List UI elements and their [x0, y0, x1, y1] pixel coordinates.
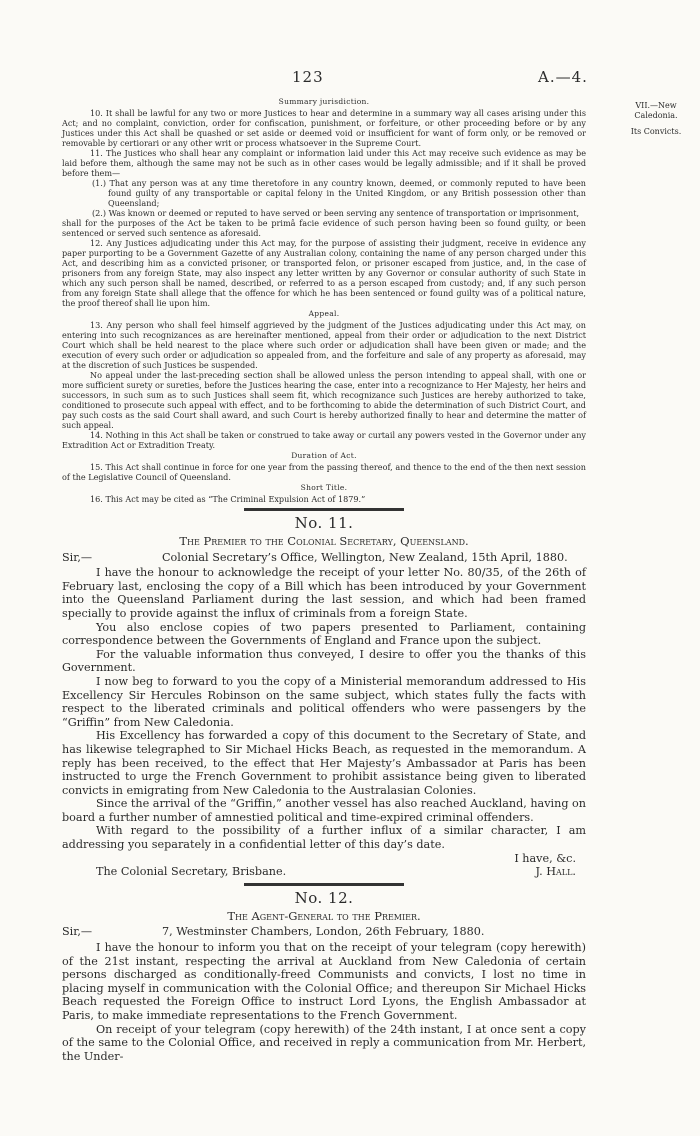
addressee: The Colonial Secretary, Brisbane.: [96, 865, 287, 879]
margin-note-line: VII.—New: [635, 101, 677, 110]
act-section: 12. Any Justices adjudicating under this Act may, for the purpose of assisting their judgment, receive in evidence any paper purporting to be a Government Gazette of any Australian colony, containing the name of any person charged under this Act, and describing him as a convicted prisoner, or transported felon, or prisoner escaped from justice, and, in the case of prisoners from any foreign State, may also inspect any letter written by any Governor or consular authority of such State in which any such person shall be named, described, or referred to as a person escaped from custody; and, if any such person from any foreign State shall allege that the offence for which he has been sentenced or found guilty was of a political nature, the proof thereof shall lie upon him.: [62, 238, 586, 308]
letter-address-line: [62, 925, 586, 939]
act-section: 10. It shall be lawful for any two or more Justices to hear and determine in a summary way all cases arising under this Act; and no complaint, conviction, order for confiscation, punishment, or forfeiture, or other proceeding before or by any Justices under this Act shall be quashed or set aside or deemed void or insufficient for want of form only, or be removed or removable by certiorari or any other writ or process whatsoever in the Supreme Court.: [62, 108, 586, 148]
letter-origin: Colonial Secretary’s Office, Wellington, New Zealand, 15th April, 1880.: [162, 550, 568, 564]
complimentary-close: I have, &c.: [514, 851, 576, 865]
section-heading: Short Title.: [300, 483, 348, 492]
divider-rule: [244, 508, 404, 511]
page-number: 123: [292, 68, 324, 86]
letter-paragraph: With regard to the possibility of a further influx of a similar character, I am addressing you separately in a confidential letter of this day’s date.: [62, 824, 586, 852]
series-number: A.—4.: [538, 68, 588, 86]
letter-paragraph: On receipt of your telegram (copy herewith) of the 24th instant, I at once sent a copy of the same to the Colonial Office, and received in reply a communication from Mr. Herbert, the Under-: [62, 1022, 586, 1063]
letter-paragraph: Since the arrival of the “Griffin,” another vessel has also reached Auckland, having on board a further number of amnestied political and time-expired criminal offenders.: [62, 797, 586, 824]
letter-number: No. 12.: [294, 888, 354, 907]
page-content: [62, 96, 586, 1063]
letter-title: The Agent-General to the Premier.: [227, 908, 421, 923]
letter-number: No. 11.: [294, 514, 354, 532]
letter-title: The Premier to the Colonial Secretary, Queensland.: [179, 534, 469, 548]
letter-paragraph: For the valuable information thus conveyed, I desire to offer you the thanks of this Government.: [62, 647, 586, 675]
letter-sign-line: [62, 865, 586, 879]
section-heading: Appeal.: [308, 309, 340, 318]
divider-rule: [244, 883, 404, 886]
act-section: No appeal under the last-preceding section shall be allowed unless the person intending to appeal shall, with one or more sufficient surety or sureties, before the Justices hearing the case, enter into a recognizance to Her Majesty, her heirs and successors, in such sum as to such Justices shall seem fit, which recognizance such Justices are hereby authorized to take, conditioned to prosecute such appeal with effect, and to be forthcoming to abide the determination of such District Court, and pay such costs as the said Court shall award, and such Court is hereby authorized finally to hear and determine the matter of such appeal.: [62, 370, 586, 430]
letter-paragraph: You also enclose copies of two papers presented to Parliament, containing correspondence between the Governments of England and France upon the subject.: [62, 620, 586, 648]
act-subsection: (2.) Was known or deemed or reputed to have served or been serving any sentence of transportation or imprisonment,: [92, 208, 580, 218]
letter-paragraph: I now beg to forward to you the copy of a Ministerial memorandum addressed to His Excellency Sir Hercules Robinson on the same subject, which states fully the facts with respect to the liberated criminals and political offenders who were passengers by the “Griffin” from New Caledonia.: [62, 674, 586, 729]
margin-note-line: Its Convicts.: [630, 127, 682, 136]
letter-paragraph: His Excellency has forwarded a copy of this document to the Secretary of State, and has likewise telegraphed to Sir Michael Hicks Beach, as requested in the memorandum. A reply has been received, to the effect that Her Majesty’s Ambassador at Paris has been instructed to urge the French Government to prohibit assistance being given to liberated convicts in emigrating from New Caledonia to the Australasian Colonies.: [62, 729, 586, 797]
act-subsection: (1.) That any person was at any time theretofore in any country known, deemed, or commonly reputed to have been found guilty of any transportable or capital felony in the United Kingdom, or any British possession other than Queensland;: [92, 178, 586, 208]
act-section: 14. Nothing in this Act shall be taken or construed to take away or curtail any powers vested in the Governor under any Extradition Act or Extradition Treaty.: [62, 430, 586, 450]
section-heading: Summary jurisdiction.: [278, 97, 370, 106]
letter-paragraph: I have the honour to acknowledge the receipt of your letter No. 80/35, of the 26th of February last, enclosing the copy of a Bill which has been introduced by your Government into the Queensland Parliament during the last session, and which had been framed specially to provide against the influx of criminals from a foreign State.: [62, 566, 586, 620]
act-section: 11. The Justices who shall hear any complaint or information laid under this Act may receive such evidence as may be laid before them, although the same may not be such as in other cases would be legally admissible; and if it shall be proved before them—: [62, 148, 586, 178]
act-section: 16. This Act may be cited as “The Criminal Expulsion Act of 1879.”: [90, 494, 366, 504]
letter-address-line: [62, 551, 586, 565]
section-heading: Duration of Act.: [291, 451, 357, 460]
salutation: Sir,—: [62, 925, 93, 939]
letter-close-line: [62, 852, 586, 866]
signature: J. Hall.: [535, 865, 576, 879]
act-section: shall for the purposes of the Act be taken to be primâ facie evidence of such person having been so found guilty, or been sentenced or served such sentence as aforesaid.: [62, 218, 586, 238]
margin-note: [616, 101, 696, 137]
letter-origin: 7, Westminster Chambers, London, 26th February, 1880.: [162, 925, 485, 939]
margin-note-line: Caledonia.: [634, 111, 678, 120]
salutation: Sir,—: [62, 550, 93, 564]
act-section: 15. This Act shall continue in force for one year from the passing thereof, and thence to the end of the then next session of the Legislative Council of Queensland.: [62, 462, 586, 482]
letter-paragraph: I have the honour to inform you that on the receipt of your telegram (copy herewith) of the 21st instant, respecting the arrival at Auckland from New Caledonia of certain persons discharged as conditionally-freed Communists and convicts, I lost no time in placing myself in communication with the Colonial Office; and thereupon Sir Michael Hicks Beach requested the Foreign Office to instruct Lord Lyons, the English Ambassador at Paris, to make immediate representations to the French Government.: [62, 941, 586, 1022]
letter-no-12: [62, 888, 586, 1064]
letter-no-11: [62, 513, 586, 879]
act-section: 13. Any person who shall feel himself aggrieved by the judgment of the Justices adjudicating under this Act may, on entering into such recognizances as are hereinafter mentioned, appeal from their order or adjudication to the next District Court which shall be held nearest to the place where such order or adjudication shall have been given or made; and the execution of every such order or adjudication so appealed from, and the forfeiture and sale of any property as aforesaid, may at the discretion of such Justices be suspended.: [62, 320, 586, 370]
